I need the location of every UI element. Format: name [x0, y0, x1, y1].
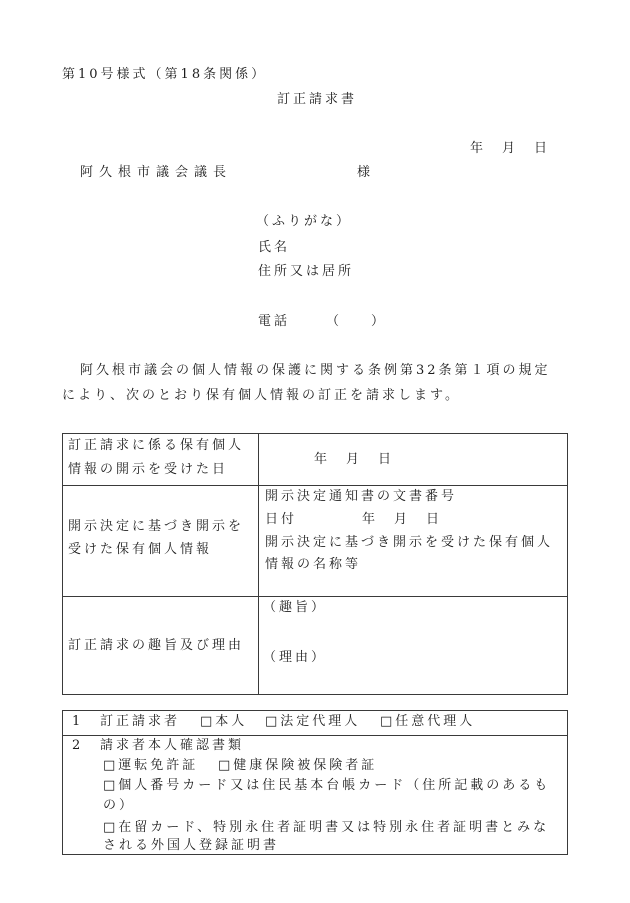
purpose-reason-value-cell — [259, 597, 567, 694]
form-title: 訂正請求書 — [277, 92, 358, 107]
identity-documents-label: 請求者本人確認書類 — [100, 738, 245, 753]
option-my-number-card: □個人番号カード又は住民基本台帳カード（住所記載のあるも — [103, 778, 551, 793]
reason-label: （理由） — [263, 650, 328, 665]
doc-number-label: 開示決定通知書の文書番号 — [265, 489, 458, 504]
row-number: 2 — [72, 738, 84, 753]
option-residence-card-cont: される外国人登録証明書 — [103, 838, 280, 853]
addressee-honorific: 様 — [357, 165, 374, 180]
cell-label-line: 訂正請求に係る保有個人 — [68, 438, 245, 453]
option-legal-representative: □法定代理人 — [265, 714, 361, 729]
info-name-line: 情報の名称等 — [265, 557, 362, 572]
notice-date-value: 年 月 日 — [362, 512, 443, 527]
purpose-reason-label: 訂正請求の趣旨及び理由 — [68, 638, 245, 653]
cell-label-line: 開示決定に基づき開示を — [68, 519, 245, 534]
form-number: 第10号様式（第18条関係） — [62, 67, 268, 82]
info-name-line: 開示決定に基づき開示を受けた保有個人 — [265, 535, 554, 550]
phone-parens: （ ） — [326, 314, 387, 329]
cell-label-line: 情報の開示を受けた日 — [68, 462, 229, 477]
option-residence-card: □在留カード、特別永住者証明書又は特別永住者証明書とみな — [103, 820, 550, 835]
option-health-insurance-card: □健康保険被保険者証 — [218, 758, 378, 773]
cell-label-line: 受けた保有個人情報 — [68, 542, 213, 557]
address-label: 住所又は居所 — [258, 264, 355, 279]
requester-type-row — [63, 711, 567, 736]
option-self: □本人 — [200, 714, 248, 729]
disclosure-date-value-cell — [259, 434, 567, 486]
disclosure-date-label-cell — [63, 434, 259, 486]
notice-date-label: 日付 — [265, 512, 298, 527]
addressee-name: 阿久根市議会議長 — [80, 165, 233, 180]
statement-line: により、次のとおり保有個人情報の訂正を請求します。 — [62, 388, 461, 403]
furigana-label: （ふりがな） — [256, 214, 353, 229]
submission-date: 年 月 日 — [470, 141, 551, 156]
disclosed-info-value-cell — [259, 486, 567, 597]
requester-type-label: 訂正請求者 — [100, 714, 181, 729]
name-label: 氏名 — [258, 240, 291, 255]
row-number: 1 — [72, 714, 84, 729]
identity-documents-row — [63, 736, 567, 854]
requester-info-table — [62, 710, 568, 855]
phone-label: 電話 — [258, 314, 291, 329]
correction-details-table — [62, 433, 568, 695]
disclosed-info-label-cell — [63, 486, 259, 597]
statement-line: 阿久根市議会の個人情報の保護に関する条例第32条第１項の規定 — [80, 363, 551, 378]
option-drivers-license: □運転免許証 — [103, 758, 199, 773]
disclosure-date-value: 年 月 日 — [314, 452, 395, 467]
purpose-label: （趣旨） — [263, 600, 328, 615]
option-voluntary-agent: □任意代理人 — [380, 714, 476, 729]
option-my-number-card-cont: の） — [103, 798, 136, 813]
purpose-reason-label-cell — [63, 597, 259, 694]
